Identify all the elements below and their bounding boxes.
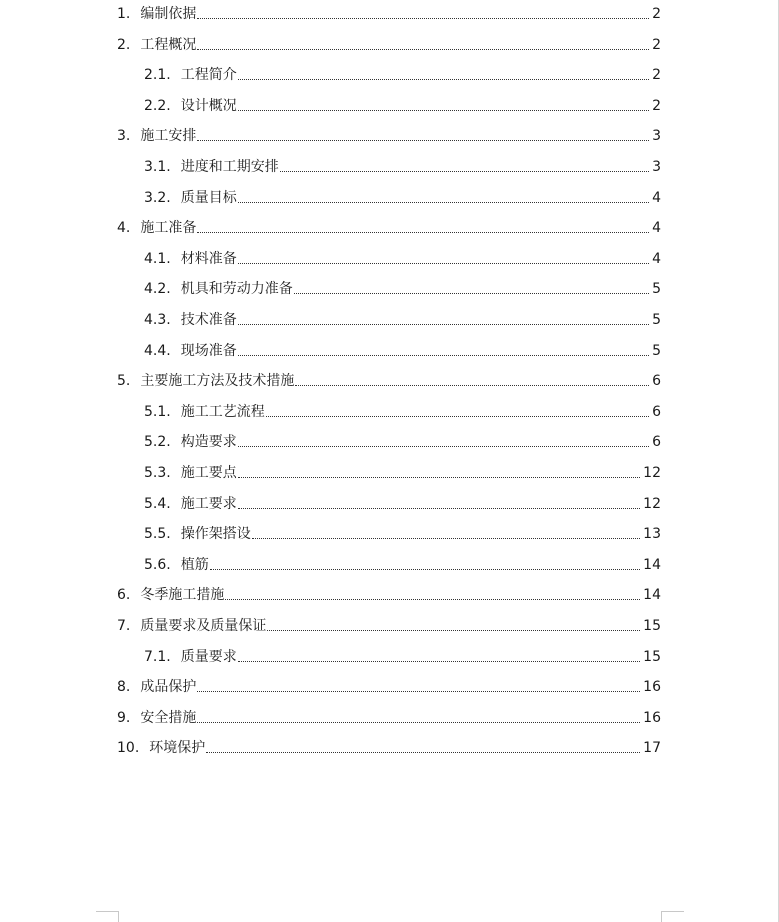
toc-entry-page-number: 2 [652, 37, 661, 53]
toc-dot-leader [238, 439, 649, 447]
toc-entry-number: 5.2. [144, 434, 171, 450]
toc-entry-number: 4.1. [144, 251, 171, 267]
toc-entry-number: 3. [117, 128, 131, 144]
toc-entry-number: 2. [117, 37, 131, 53]
toc-entry[interactable] [144, 276, 661, 302]
toc-dot-leader [225, 592, 640, 600]
toc-entry[interactable] [117, 674, 661, 700]
toc-entry-page-number: 5 [652, 312, 661, 328]
toc-dot-leader [266, 409, 649, 417]
toc-entry-number: 7.1. [144, 649, 171, 665]
toc-entry-page-number: 17 [643, 740, 661, 756]
toc-entry[interactable] [144, 246, 661, 272]
toc-entry-title: 质量目标 [180, 190, 237, 206]
toc-entry-title: 编制依据 [140, 6, 197, 22]
toc-dot-leader [267, 623, 640, 631]
toc-entry[interactable] [117, 368, 661, 394]
toc-entry[interactable] [144, 460, 661, 486]
toc-entry-number: 6. [117, 587, 131, 603]
toc-entry-page-number: 15 [643, 649, 661, 665]
toc-entry[interactable] [144, 62, 661, 88]
toc-entry-title: 现场准备 [180, 343, 237, 359]
toc-entry-page-number: 12 [643, 465, 661, 481]
toc-entry-page-number: 2 [652, 98, 661, 114]
toc-entry-page-number: 16 [643, 710, 661, 726]
toc-dot-leader [238, 256, 649, 264]
toc-entry[interactable] [144, 552, 661, 578]
toc-entry-number: 3.1. [144, 159, 171, 175]
toc-entry-title: 材料准备 [180, 251, 237, 267]
toc-entry[interactable] [144, 307, 661, 333]
toc-dot-leader [238, 501, 640, 509]
toc-entry[interactable] [144, 154, 661, 180]
toc-dot-leader [295, 378, 649, 386]
toc-entry[interactable] [144, 644, 661, 670]
page-corner-mark-right [661, 911, 684, 922]
toc-dot-leader [197, 133, 649, 141]
toc-dot-leader [238, 72, 649, 80]
toc-entry-number: 5.1. [144, 404, 171, 420]
toc-entry-number: 4.4. [144, 343, 171, 359]
toc-entry-number: 5.3. [144, 465, 171, 481]
toc-entry-number: 9. [117, 710, 131, 726]
toc-entry-page-number: 4 [652, 220, 661, 236]
toc-entry-title: 环境保护 [149, 740, 206, 756]
toc-entry-title: 工程概况 [140, 37, 197, 53]
toc-dot-leader [238, 195, 649, 203]
toc-dot-leader [238, 654, 640, 662]
toc-entry-number: 5.4. [144, 496, 171, 512]
toc-dot-leader [197, 42, 649, 50]
toc-dot-leader [206, 745, 640, 753]
toc-entry-title: 技术准备 [180, 312, 237, 328]
toc-entry[interactable] [144, 491, 661, 517]
toc-entry-page-number: 2 [652, 67, 661, 83]
toc-entry[interactable] [117, 215, 661, 241]
toc-entry-number: 2.1. [144, 67, 171, 83]
toc-entry[interactable] [117, 613, 661, 639]
toc-entry-page-number: 6 [652, 404, 661, 420]
toc-entry-title: 质量要求 [180, 649, 237, 665]
toc-dot-leader [252, 531, 640, 539]
toc-entry-page-number: 2 [652, 6, 661, 22]
toc-dot-leader [197, 715, 640, 723]
toc-entry-page-number: 3 [652, 128, 661, 144]
toc-entry-page-number: 16 [643, 679, 661, 695]
toc-entry-page-number: 5 [652, 281, 661, 297]
toc-entry-number: 5. [117, 373, 131, 389]
toc-dot-leader [210, 562, 640, 570]
toc-dot-leader [238, 348, 649, 356]
page-corner-mark-left [96, 911, 119, 922]
toc-entry-page-number: 4 [652, 251, 661, 267]
toc-entry-title: 施工要求 [180, 496, 237, 512]
toc-entry[interactable] [144, 338, 661, 364]
toc-entry-title: 质量要求及质量保证 [140, 618, 267, 634]
toc-entry-page-number: 12 [643, 496, 661, 512]
toc-entry[interactable] [144, 185, 661, 211]
toc-entry[interactable] [117, 1, 661, 27]
toc-entry-title: 进度和工期安排 [180, 159, 279, 175]
toc-entry-number: 3.2. [144, 190, 171, 206]
toc-entry-number: 4.3. [144, 312, 171, 328]
toc-dot-leader [280, 164, 649, 172]
toc-entry[interactable] [144, 429, 661, 455]
toc-entry[interactable] [117, 582, 661, 608]
toc-entry-page-number: 6 [652, 373, 661, 389]
toc-entry-number: 2.2. [144, 98, 171, 114]
toc-entry-title: 操作架搭设 [180, 526, 251, 542]
toc-entry-title: 主要施工方法及技术措施 [140, 373, 295, 389]
toc-entry-number: 5.6. [144, 557, 171, 573]
toc-entry[interactable] [117, 735, 661, 761]
toc-entry-title: 机具和劳动力准备 [180, 281, 293, 297]
toc-entry-page-number: 5 [652, 343, 661, 359]
toc-dot-leader [197, 225, 649, 233]
toc-entry-page-number: 15 [643, 618, 661, 634]
toc-entry-title: 工程简介 [180, 67, 237, 83]
toc-entry-number: 1. [117, 6, 131, 22]
toc-entry-page-number: 14 [643, 557, 661, 573]
toc-entry[interactable] [144, 93, 661, 119]
toc-entry-title: 冬季施工措施 [140, 587, 225, 603]
toc-entry-page-number: 3 [652, 159, 661, 175]
toc-entry-title: 设计概况 [180, 98, 237, 114]
toc-entry-title: 成品保护 [140, 679, 197, 695]
toc-entry-number: 4.2. [144, 281, 171, 297]
toc-entry[interactable] [117, 705, 661, 731]
toc-entry-title: 施工准备 [140, 220, 197, 236]
toc-dot-leader [197, 11, 649, 19]
toc-dot-leader [238, 317, 649, 325]
toc-dot-leader [238, 470, 640, 478]
toc-entry-number: 10. [117, 740, 140, 756]
toc-entry[interactable] [144, 521, 661, 547]
toc-entry-number: 5.5. [144, 526, 171, 542]
toc-entry-title: 安全措施 [140, 710, 197, 726]
toc-entry[interactable] [117, 123, 661, 149]
toc-entry-title: 施工安排 [140, 128, 197, 144]
toc-entry-title: 施工工艺流程 [180, 404, 265, 420]
toc-entry-title: 施工要点 [180, 465, 237, 481]
toc-dot-leader [197, 684, 640, 692]
toc-entry[interactable] [117, 32, 661, 58]
toc-entry-title: 植筋 [180, 557, 209, 573]
toc-entry-number: 7. [117, 618, 131, 634]
toc-entry-page-number: 6 [652, 434, 661, 450]
toc-entry-page-number: 4 [652, 190, 661, 206]
toc-entry-page-number: 14 [643, 587, 661, 603]
toc-entry-number: 8. [117, 679, 131, 695]
toc-entry-number: 4. [117, 220, 131, 236]
toc-entry-page-number: 13 [643, 526, 661, 542]
toc-dot-leader [294, 286, 649, 294]
toc-entry-title: 构造要求 [180, 434, 237, 450]
toc-dot-leader [238, 103, 649, 111]
toc-entry[interactable] [144, 399, 661, 425]
